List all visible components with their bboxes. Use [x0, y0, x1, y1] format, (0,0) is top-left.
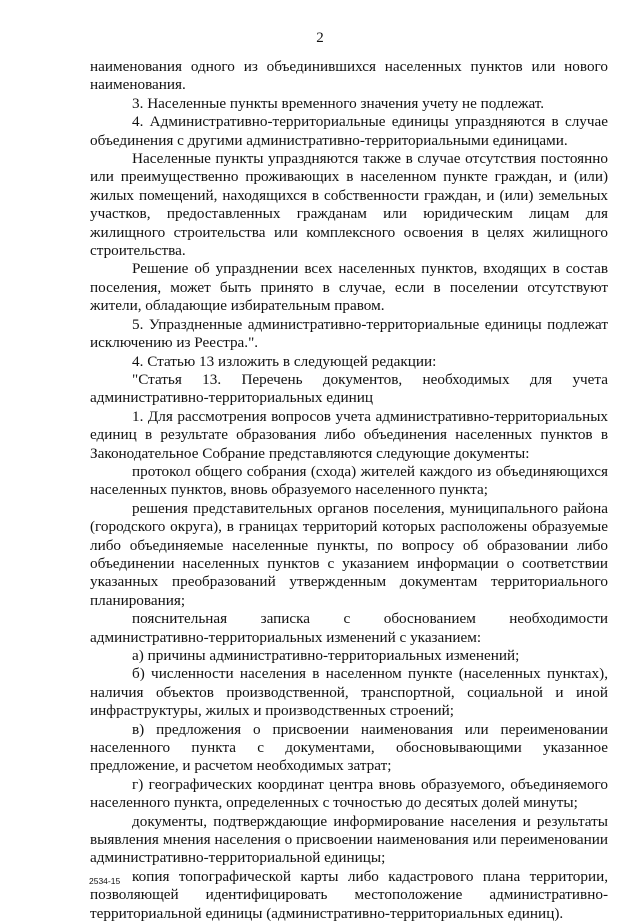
paragraph-continuation: наименования одного из объединившихся населенных пунктов или нового наименования.	[90, 58, 608, 94]
article-13-item-1: 1. Для рассмотрения вопросов учета административно-территориальных единиц в результате образования либо объединения населенных пунктов в Законодательное Собрание представляются следующие документы:	[90, 407, 608, 462]
paragraph-abolition-decision: Решение об упразднении всех населенных пунктов, входящих в состав поселения, может быть принято в случае, если в поселении отсутствуют жители, обладающие избирательным правом.	[90, 260, 608, 315]
article-13-heading: "Статья 13. Перечень документов, необходимых для учета административно-территориальных единиц	[90, 370, 608, 407]
list-item-protocol: протокол общего собрания (схода) жителей каждого из объединяющихся населенных пунктов, вновь образуемого населенного пункта;	[90, 462, 608, 499]
document-code: 2534-15	[89, 876, 121, 886]
paragraph-item-4: 4. Административно-территориальные единицы упраздняются в случае объединения с другими административно-территориальными единицами.	[90, 113, 608, 149]
document-body	[90, 58, 608, 923]
list-item-decisions: решения представительных органов поселения, муниципального района (городского округа), в границах территорий которых расположены образуемые либо объединяемые населенные пункты, по вопросу об образовании либо объединении населенных пунктов с указанием информации о соответствии указанных преобразований утвержденным документам территориального планирования;	[90, 499, 608, 609]
paragraph-abolition-conditions: Населенные пункты упраздняются также в случае отсутствия постоянно или преимущественно проживающих в населенном пункте граждан, и (или) жилых помещений, находящихся в собственности граждан, и (или) земельных участков, предоставленных гражданам или юридическим лицам для жилищного строительства или комплексного освоения в целях жилищного строительства.	[90, 150, 608, 260]
paragraph-item-5: 5. Упраздненные административно-территориальные единицы подлежат исключению из Реестра.".	[90, 315, 608, 352]
list-item-public-info: документы, подтверждающие информирование населения и результаты выявления мнения населения о присвоении наименования или переименовании административно-территориальной единицы;	[90, 812, 608, 867]
sub-item-v: в) предложения о присвоении наименования или переименовании населенного пункта с документами, обосновывающими указанное предложение, и расчетом необходимых затрат;	[90, 720, 608, 775]
paragraph-item-3: 3. Населенные пункты временного значения учету не подлежат.	[132, 94, 545, 112]
sub-item-g: г) географических координат центра вновь образуемого, объединяемого населенного пункта, определенных с точностью до десятых долей минуты;	[90, 775, 608, 812]
list-item-explanatory-note: пояснительная записка с обоснованием необходимости административно-территориальных изменений с указанием:	[90, 610, 608, 646]
sub-item-a: а) причины административно-территориальных изменений;	[132, 647, 520, 664]
list-item-map-copy: копия топографической карты либо кадастрового плана территории, позволяющей идентифицировать местоположение административно-территориальной единицы (административно-территориальных единиц).	[90, 867, 608, 922]
paragraph-amendment-4: 4. Статью 13 изложить в следующей редакции:	[132, 352, 437, 370]
sub-item-b: б) численности населения в населенном пункте (населенных пунктах), наличия объектов производственной, транспортной, социальной и иной инфраструктуры, жилых и производственных строений;	[90, 665, 608, 720]
page-number: 2	[316, 30, 324, 46]
